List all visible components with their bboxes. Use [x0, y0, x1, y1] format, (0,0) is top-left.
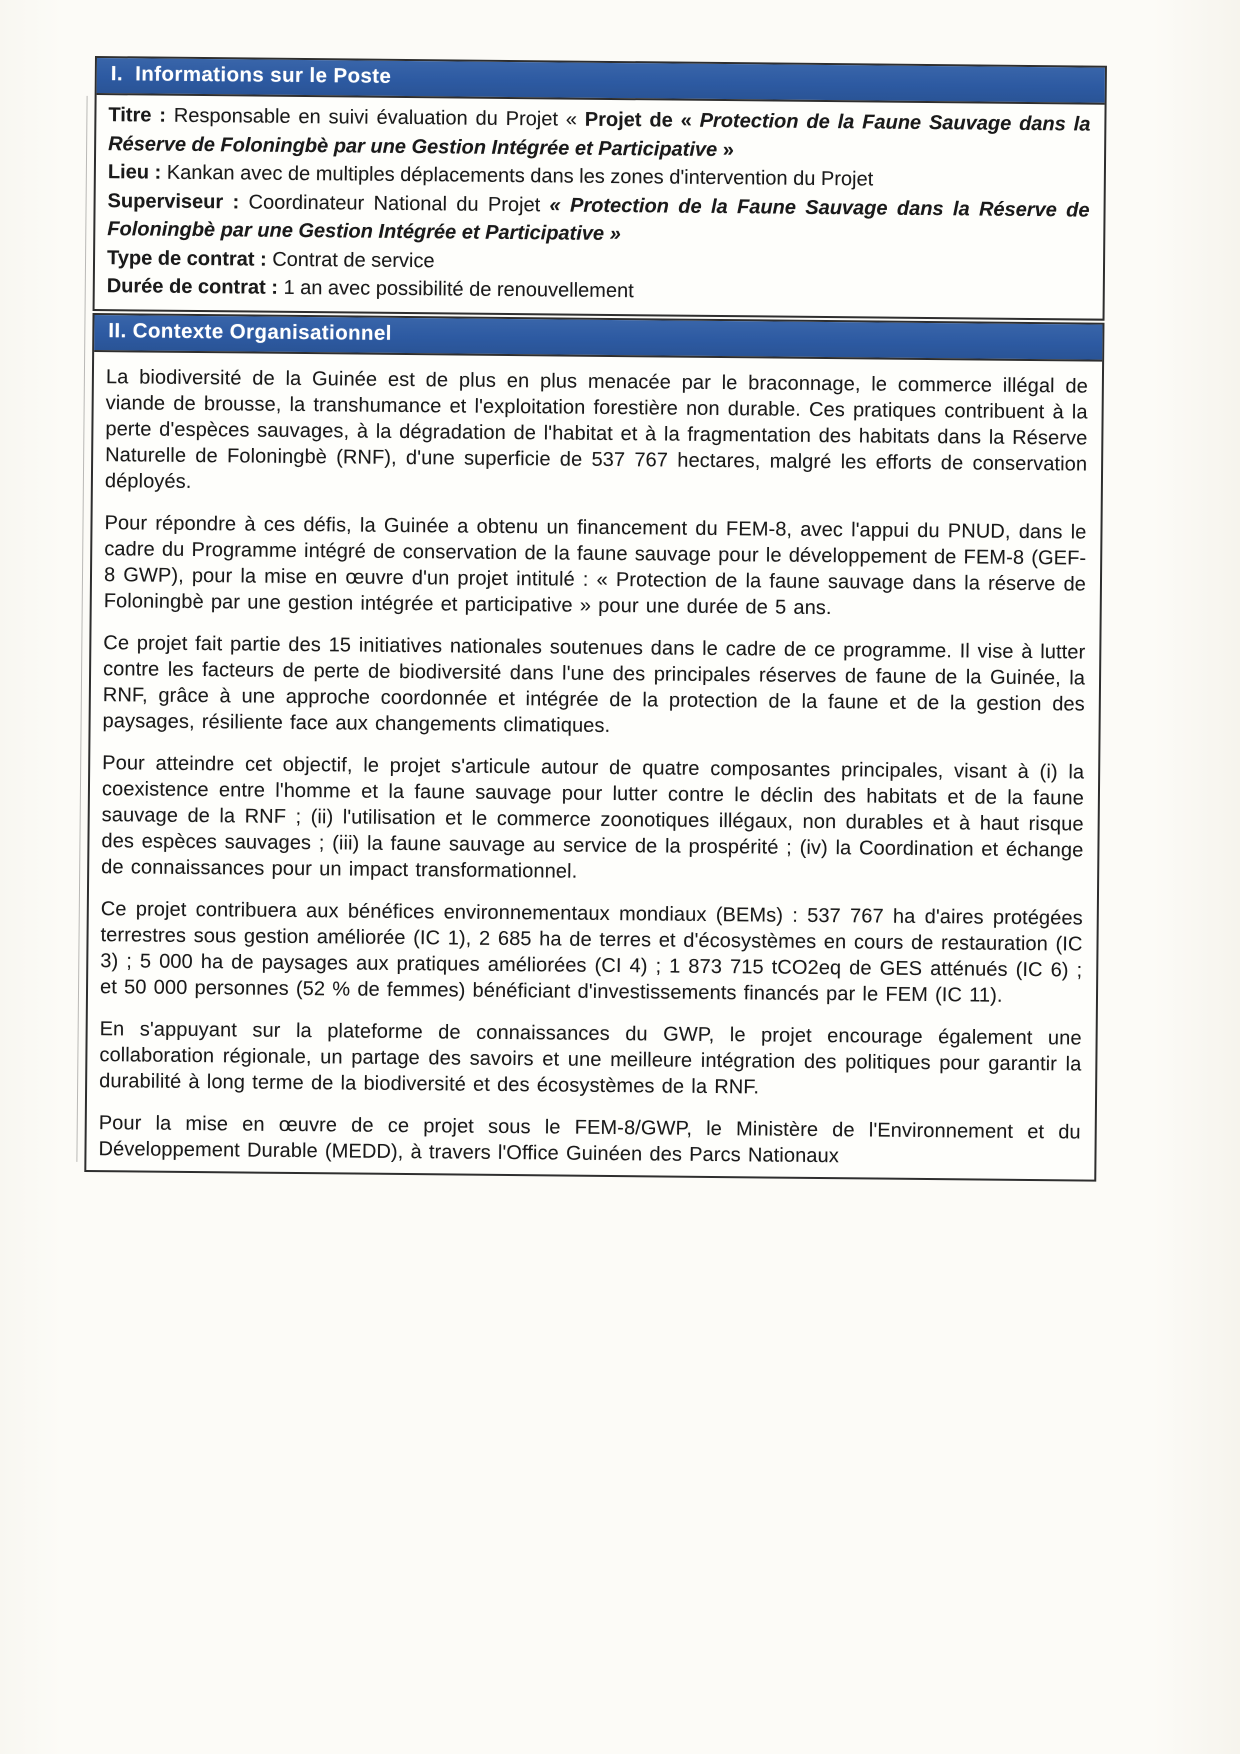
- job-posting-document: [84, 56, 1107, 1181]
- section2-content: [86, 352, 1102, 1180]
- context-paragraph-4: Pour atteindre cet objectif, le projet s'articule autour de quatre composantes principales, visant à (i) la coexistence entre l'homme et la faune sauvage pour lutter contre le déclin des habitats et de la faune sauvage de la RNF ; (ii) l'utilisation et le commerce zoonotiques illégaux, non durables et à haut risque des espèces sauvages ; (iii) la faune sauvage au service de la prospérité ; (iv) la Coordination et échange de connaissances pour un impact transformationnel.: [101, 751, 1085, 883]
- context-paragraph-6: En s'appuyant sur la plateforme de connaissances du GWP, le projet encourage également une collaboration régionale, un partage des savoirs et une meilleure intégration des politiques pour garantir la durabilité à long terme de la biodiversité et des écosystèmes de la RNF.: [99, 1017, 1082, 1098]
- context-paragraph-5: Ce projet contribuera aux bénéfices environnementaux mondiaux (BEMs) : 537 767 ha d'aires protégées terrestres sous gestion améliorée (IC 1), 2 685 ha de terres et d'écosystèmes en cours de restauration (IC 3) ; 5 000 ha de paysages aux pratiques améliorées (CI 4) ; 1 873 715 tCO2eq de GES atténués (IC 6) ; et 50 000 personnes (52 % de femmes) bénéficiant d'investissements financés par le FEM (IC 11).: [99, 897, 1083, 1007]
- field-titre: [108, 101, 1091, 167]
- context-paragraph-2: Pour répondre à ces défis, la Guinée a obtenu un financement du FEM-8, avec l'appui du PNUD, dans le cadre du Programme intégré de conservation de la faune sauvage pour le développement de FEM-8 (GEF-8 GWP), pour la mise en œuvre d'un projet intitulé : « Protection de la faune sauvage dans la réserve de Foloningbè par une gestion intégrée et participative » pour une durée de 5 ans.: [103, 511, 1087, 619]
- section-contexte-organisationnel: [84, 312, 1104, 1181]
- field-lieu-label: Lieu :: [107, 161, 162, 184]
- field-titre-label: Titre :: [108, 104, 167, 127]
- section1-content: [95, 95, 1105, 318]
- field-titre-project-name: Protection de la Faune Sauvage dans la Réserve de Foloningbè par une Gestion Intégrée et Participative: [108, 109, 1091, 161]
- section-informations-poste: [93, 56, 1107, 320]
- field-superviseur-project-name: « Protection de la Faune Sauvage dans la Réserve de Foloningbè par une Gestion Intégrée et Participative »: [107, 193, 1090, 246]
- context-paragraph-3: Ce projet fait partie des 15 initiatives nationales soutenues dans le cadre de ce programme. Il vise à lutter contre les facteurs de perte de biodiversité dans l'une des principales réserves de faune de la Guinée, la RNF, grâce à une approche coordonnée et intégrée de la protection de la faune et de la gestion des paysages, résiliente face aux changements climatiques.: [102, 631, 1086, 737]
- field-titre-bold: Projet de «: [584, 108, 700, 132]
- field-type-contrat-value: Contrat de service: [266, 248, 435, 272]
- field-superviseur: [107, 187, 1090, 253]
- section1-header-title: I. Informations sur le Poste: [110, 62, 392, 88]
- field-superviseur-intro: Coordinateur National du Projet: [239, 190, 550, 216]
- field-superviseur-label: Superviseur :: [107, 189, 240, 213]
- field-duree-contrat-label: Durée de contrat :: [106, 275, 279, 299]
- field-lieu-value: Kankan avec de multiples déplacements dans les zones d'intervention du Projet: [161, 161, 874, 191]
- field-titre-closing-quote: »: [717, 138, 734, 161]
- field-titre-intro: Responsable en suivi évaluation du Projet «: [165, 104, 585, 131]
- field-duree-contrat-value: 1 an avec possibilité de renouvellement: [277, 276, 634, 303]
- field-type-contrat-label: Type de contrat :: [106, 246, 267, 271]
- section2-header-title: II. Contexte Organisationnel: [108, 318, 392, 345]
- context-paragraph-7: Pour la mise en œuvre de ce projet sous le FEM-8/GWP, le Ministère de l'Environnement et du Développement Durable (MEDD), à travers l'Office Guinéen des Parcs Nationaux: [98, 1111, 1081, 1167]
- context-paragraph-1: La biodiversité de la Guinée est de plus en plus menacée par le braconnage, le commerce illégal de viande de brousse, la transhumance et l'exploitation forestière non durable. Ces pratiques contribuent à la perte d'espèces sauvages, à la dégradation de l'habitat et à la fragmentation des habitats dans la Réserve Naturelle de Foloningbè (RNF), d'une superficie de 537 767 hectares, malgré les efforts de conservation déployés.: [104, 365, 1088, 493]
